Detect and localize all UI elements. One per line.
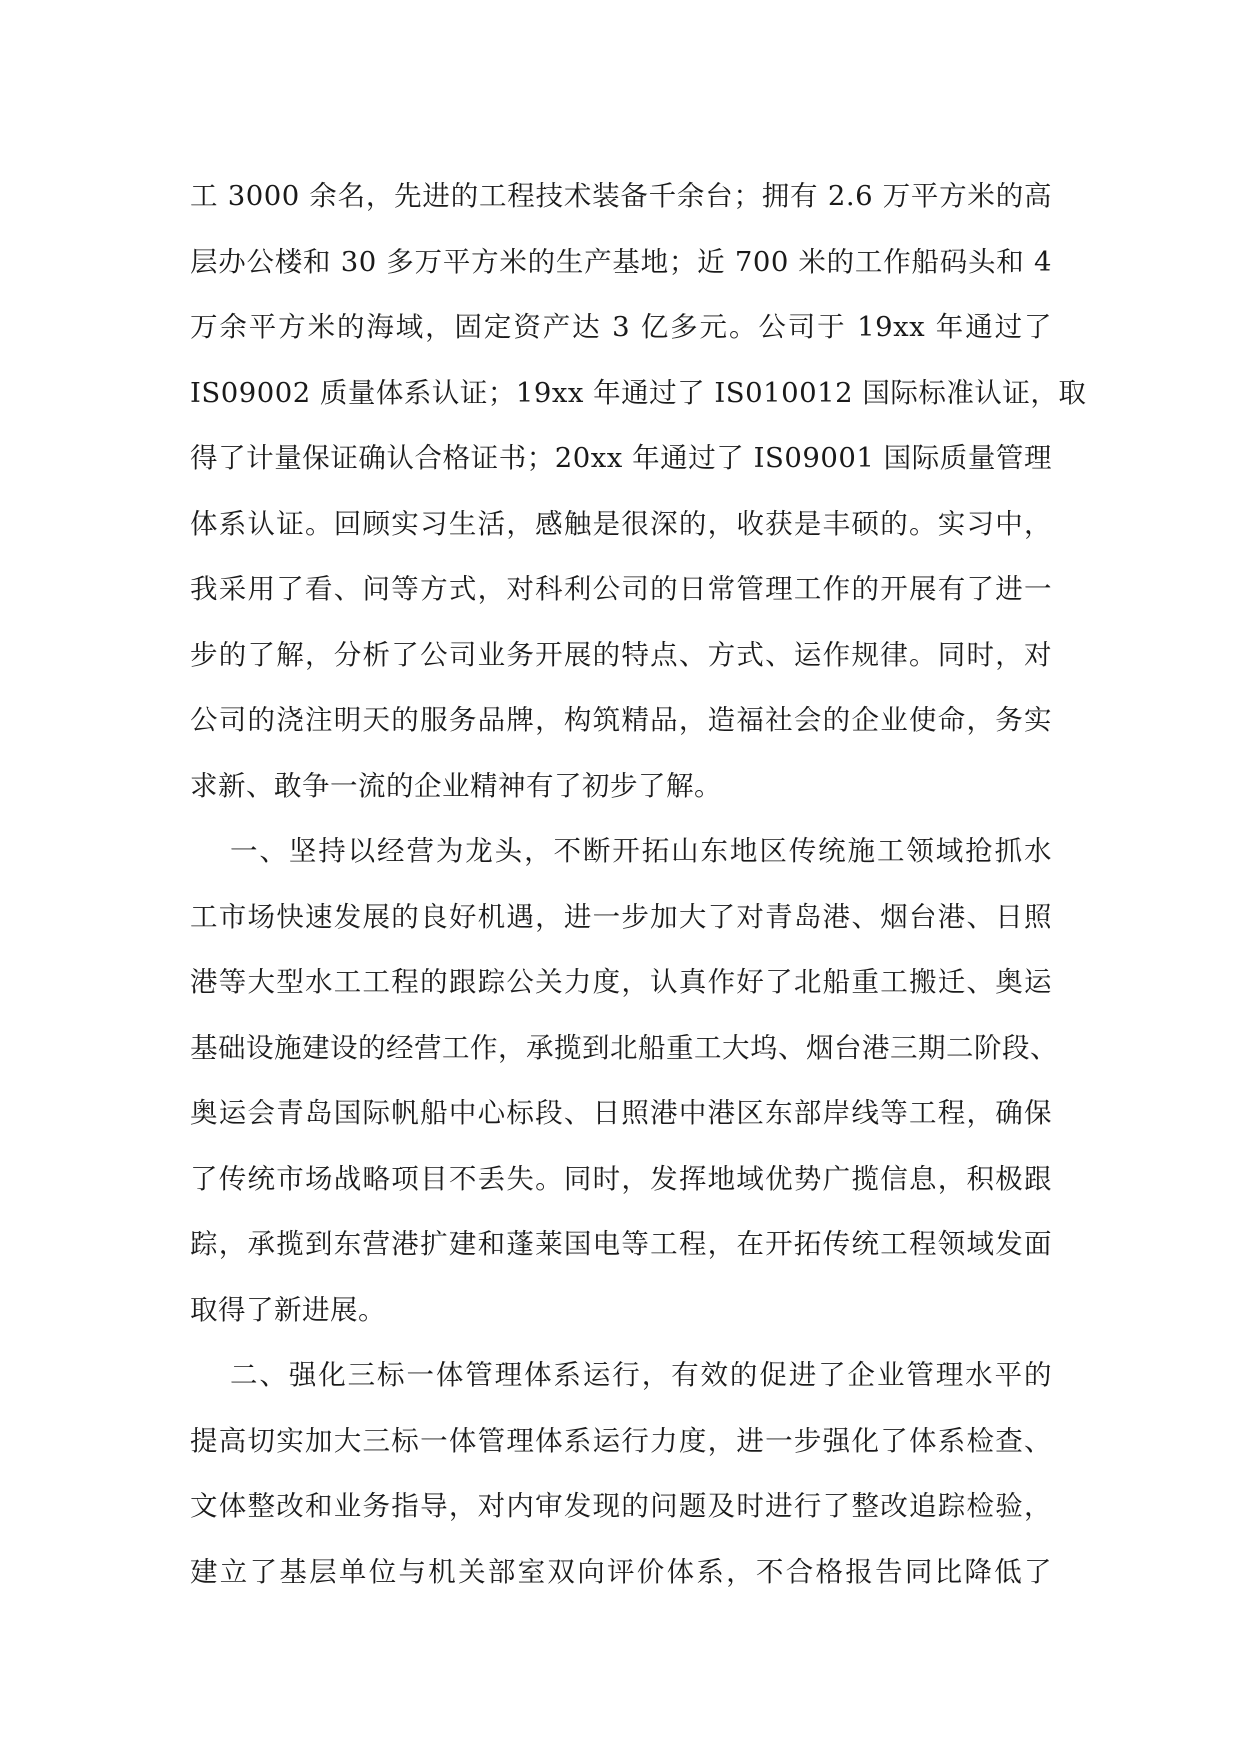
text-line: 层办公楼和 30 多万平方米的生产基地；近 700 米的工作船码头和 4 <box>190 245 1052 278</box>
text-line: 建立了基层单位与机关部室双向评价体系，不合格报告同比降低了 <box>190 1555 1052 1588</box>
text-line: 我采用了看、问等方式，对科利公司的日常管理工作的开展有了进一 <box>190 573 1052 605</box>
text-line: 文体整改和业务指导，对内审发现的问题及时进行了整改追踪检验， <box>190 1490 1052 1522</box>
text-line: 得了计量保证确认合格证书；20xx 年通过了 IS09001 国际质量管理 <box>190 442 1052 474</box>
text-line: 公司的浇注明天的服务品牌，构筑精品，造福社会的企业使命，务实 <box>190 704 1052 736</box>
text-line: 取得了新进展。 <box>190 1293 386 1326</box>
text-line: 基础设施建设的经营工作，承揽到北船重工大坞、烟台港三期二阶段、 <box>190 1031 1058 1064</box>
text-line: 工 3000 余名，先进的工程技术装备千余台；拥有 2.6 万平方米的高 <box>190 180 1052 212</box>
text-line: 港等大型水工工程的跟踪公关力度，认真作好了北船重工搬迁、奥运 <box>190 966 1052 998</box>
text-line: 体系认证。回顾实习生活，感触是很深的，收获是丰硕的。实习中， <box>190 507 1052 540</box>
text-line: 工市场快速发展的良好机遇，进一步加大了对青岛港、烟台港、日照 <box>190 900 1052 933</box>
text-line: 步的了解，分析了公司业务开展的特点、方式、运作规律。同时，对 <box>190 638 1052 671</box>
paragraph-company-intro <box>190 164 1087 819</box>
paragraph-section-one <box>190 819 1058 1343</box>
paragraph-section-two <box>190 1343 1052 1605</box>
text-line: IS09002 质量体系认证；19xx 年通过了 IS010012 国际标准认证，取 <box>190 376 1087 409</box>
text-line: 奥运会青岛国际帆船中心标段、日照港中港区东部岸线等工程，确保 <box>190 1097 1052 1129</box>
text-line: 求新、敢争一流的企业精神有了初步了解。 <box>190 769 722 802</box>
text-line: 一、坚持以经营为龙头，不断开拓山东地区传统施工领域抢抓水 <box>230 835 1052 867</box>
text-line: 提高切实加大三标一体管理体系运行力度，进一步强化了体系检查、 <box>190 1424 1052 1457</box>
text-line: 二、强化三标一体管理体系运行，有效的促进了企业管理水平的 <box>230 1359 1052 1391</box>
text-line: 踪，承揽到东营港扩建和蓬莱国电等工程，在开拓传统工程领域发面 <box>190 1228 1052 1260</box>
text-line: 了传统市场战略项目不丢失。同时，发挥地域优势广揽信息，积极跟 <box>190 1162 1052 1195</box>
text-line: 万余平方米的海域，固定资产达 3 亿多元。公司于 19xx 年通过了 <box>190 311 1052 343</box>
document-body <box>190 164 1087 1605</box>
